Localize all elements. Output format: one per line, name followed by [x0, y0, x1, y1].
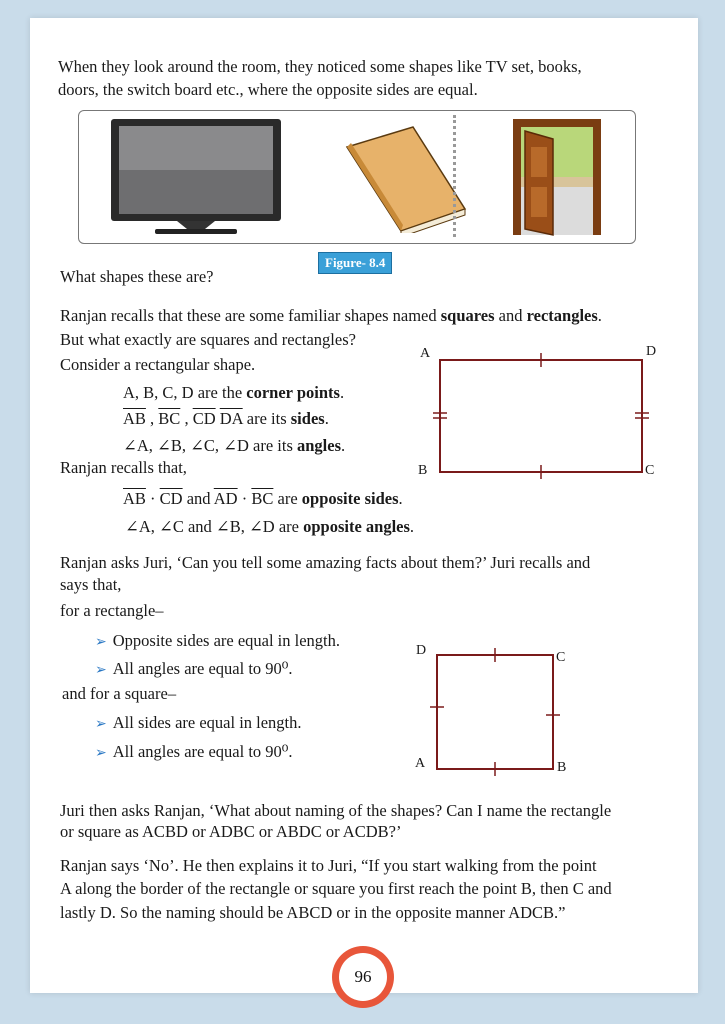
tv-icon — [107, 117, 285, 239]
arrow-bullet-icon: ➢ — [95, 746, 107, 761]
page-number-badge — [332, 946, 394, 1008]
figure-box — [78, 110, 636, 244]
opposite-sides-text: $\overline{AB} \cdot \overline{CD}$ and $\overline{AD} \cdot \overline{BC}$ are opposite sides. — [123, 489, 403, 508]
square-fact-2: ➢ All angles are equal to 90⁰. — [95, 742, 293, 761]
rect-fact-2: ➢ All angles are equal to 90⁰. — [95, 659, 293, 678]
recall-line-3: Consider a rectangular shape. — [60, 355, 256, 374]
question-text: What shapes these are? — [60, 267, 214, 286]
intro-line-2: doors, the switch board etc., where the opposite sides are equal. — [58, 80, 478, 99]
rect-label-a: A — [420, 346, 431, 361]
for-rectangle-text: for a rectangle– — [60, 601, 164, 620]
rect-label-d: D — [646, 344, 657, 359]
figure-divider — [453, 115, 460, 237]
naming-line-1: Juri then asks Ranjan, ‘What about naming of the shapes? Can I name the rectangle — [60, 801, 612, 820]
for-square-text: and for a square– — [62, 684, 177, 703]
answer-line-3: lastly D. So the naming should be ABCD or in the opposite manner ADCB.” — [60, 903, 566, 922]
recall-line-1: Ranjan recalls that these are some familiar shapes named squares and rectangles. — [60, 306, 602, 325]
square-label-a: A — [415, 756, 426, 771]
rect-label-b: B — [418, 463, 428, 478]
square-label-b: B — [557, 760, 567, 775]
rect-label-c: C — [645, 463, 655, 478]
angles-text: ∠A, ∠B, ∠C, ∠D are its angles. — [123, 436, 346, 455]
rectangle-diagram — [410, 340, 660, 490]
recalls-that-text: Ranjan recalls that, — [60, 458, 187, 477]
figure-label: Figure- 8.4 — [318, 252, 392, 274]
square-fact-1: ➢ All sides are equal in length. — [95, 713, 302, 732]
answer-line-1: Ranjan says ‘No’. He then explains it to Juri, “If you start walking from the point — [60, 856, 597, 875]
arrow-bullet-icon: ➢ — [95, 635, 107, 650]
opposite-angles-text: ∠A, ∠C and ∠B, ∠D are opposite angles. — [125, 517, 415, 536]
corner-points-text: A, B, C, D are the corner points. — [123, 383, 345, 402]
rect-fact-1: ➢ Opposite sides are equal in length. — [95, 631, 341, 650]
intro-line-1: When they look around the room, they noticed some shapes like TV set, books, — [58, 57, 582, 76]
book-icon — [341, 121, 471, 233]
square-label-c: C — [556, 650, 566, 665]
arrow-bullet-icon: ➢ — [95, 717, 107, 732]
recall-line-2: But what exactly are squares and rectangles? — [60, 330, 356, 349]
arrow-bullet-icon: ➢ — [95, 663, 107, 678]
square-diagram — [420, 645, 570, 780]
sides-text: $\overline{AB}$ , $\overline{BC}$ , $\overline{CD}$ $\overline{DA}$ are its sides. — [123, 409, 329, 428]
naming-line-2: or square as ACBD or ADBC or ABDC or ACDB?’ — [60, 822, 402, 841]
asks-line-2: says that, — [60, 575, 122, 594]
page-number: 96 — [339, 953, 387, 1001]
asks-line-1: Ranjan asks Juri, ‘Can you tell some amazing facts about them?’ Juri recalls and — [60, 553, 591, 572]
square-label-d: D — [416, 643, 427, 658]
door-icon — [511, 117, 603, 237]
answer-line-2: A along the border of the rectangle or square you first reach the point B, then C and — [60, 879, 612, 898]
